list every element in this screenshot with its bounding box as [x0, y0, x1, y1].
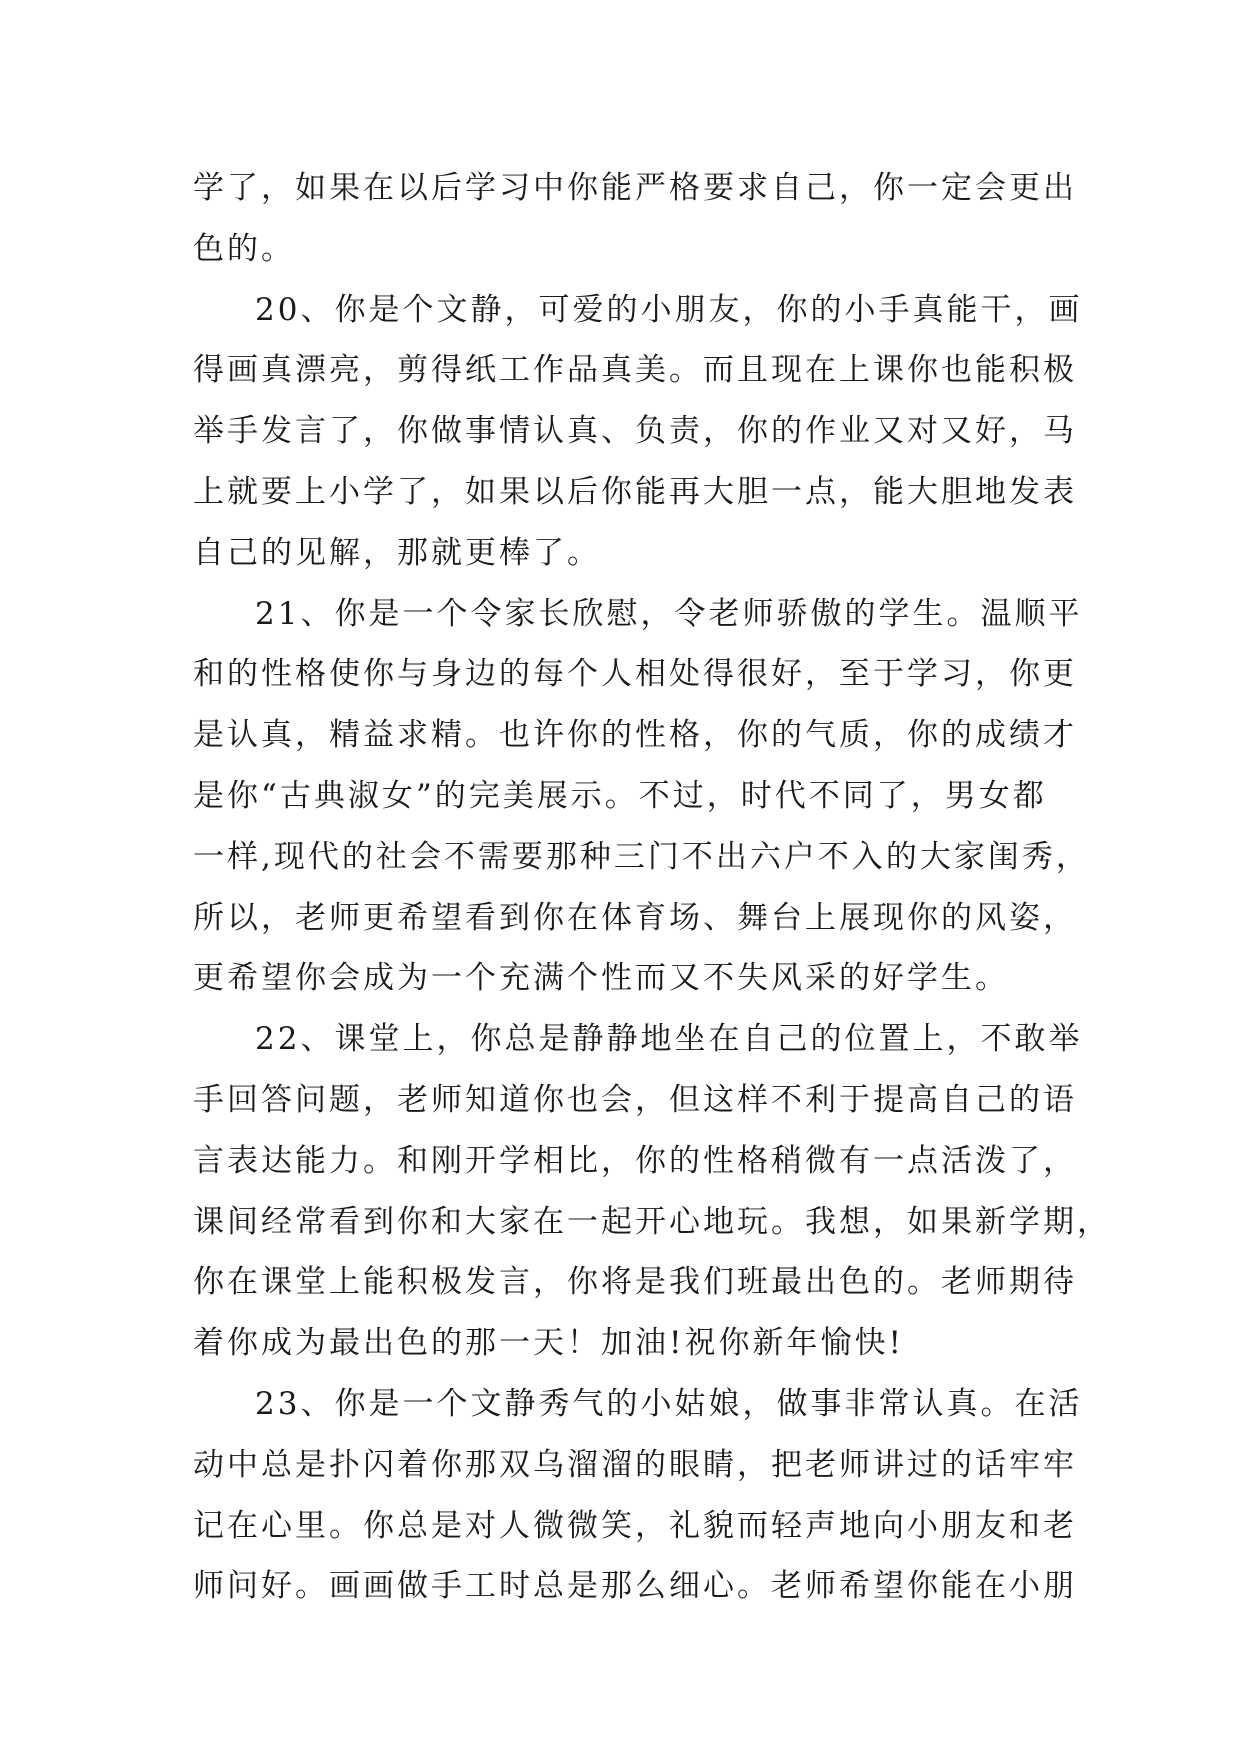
paragraph-start-23: 23、你是一个文静秀气的小姑娘，做事非常认真。在活 — [255, 1385, 1083, 1422]
text-line: 得画真漂亮，剪得纸工作品真美。而且现在上课你也能积极 — [193, 352, 1077, 389]
paragraph-start-22: 22、课堂上，你总是静静地坐在自己的位置上，不敢举 — [255, 1021, 1083, 1058]
text-line: 举手发言了，你做事情认真、负责，你的作业又对又好，马 — [193, 413, 1077, 450]
text-line: 色的。 — [193, 230, 295, 267]
text-line: 动中总是扑闪着你那双乌溜溜的眼睛，把老师讲过的话牢牢 — [193, 1446, 1077, 1483]
text-line: 更希望你会成为一个充满个性而又不失风采的好学生。 — [193, 960, 1009, 997]
text-line: 上就要上小学了，如果以后你能再大胆一点，能大胆地发表 — [193, 473, 1077, 510]
text-line: 着你成为最出色的那一天！加油!祝你新年愉快! — [193, 1325, 904, 1362]
document-body — [193, 168, 1111, 1627]
text-line: 课间经常看到你和大家在一起开心地玩。我想，如果新学期， — [193, 1203, 1111, 1240]
text-line: 学了，如果在以后学习中你能严格要求自己，你一定会更出 — [193, 170, 1077, 206]
text-line: 自己的见解，那就更棒了。 — [193, 534, 601, 571]
text-line: 言表达能力。和刚开学相比，你的性格稍微有一点活泼了， — [193, 1142, 1077, 1179]
text-line: 是认真，精益求精。也许你的性格，你的气质，你的成绩才 — [193, 717, 1077, 754]
text-line: 一样,现代的社会不需要那种三门不出六户不入的大家闺秀， — [193, 838, 1090, 875]
text-line: 你在课堂上能积极发言，你将是我们班最出色的。老师期待 — [193, 1264, 1077, 1301]
text-line: 所以，老师更希望看到你在体育场、舞台上展现你的风姿， — [193, 899, 1077, 936]
text-line: 是你“古典淑女”的完美展示。不过，时代不同了，男女都 — [193, 777, 1047, 814]
text-line: 和的性格使你与身边的每个人相处得很好，至于学习，你更 — [193, 656, 1077, 693]
text-line: 记在心里。你总是对人微微笑，礼貌而轻声地向小朋友和老 — [193, 1507, 1077, 1544]
paragraph-start-20: 20、你是个文静，可爱的小朋友，你的小手真能干，画 — [255, 291, 1083, 328]
text-line: 手回答问题，老师知道你也会，但这样不利于提高自己的语 — [193, 1081, 1077, 1118]
text-line: 师问好。画画做手工时总是那么细心。老师希望你能在小朋 — [193, 1568, 1077, 1605]
paragraph-start-21: 21、你是一个令家长欣慰，令老师骄傲的学生。温顺平 — [255, 595, 1083, 632]
